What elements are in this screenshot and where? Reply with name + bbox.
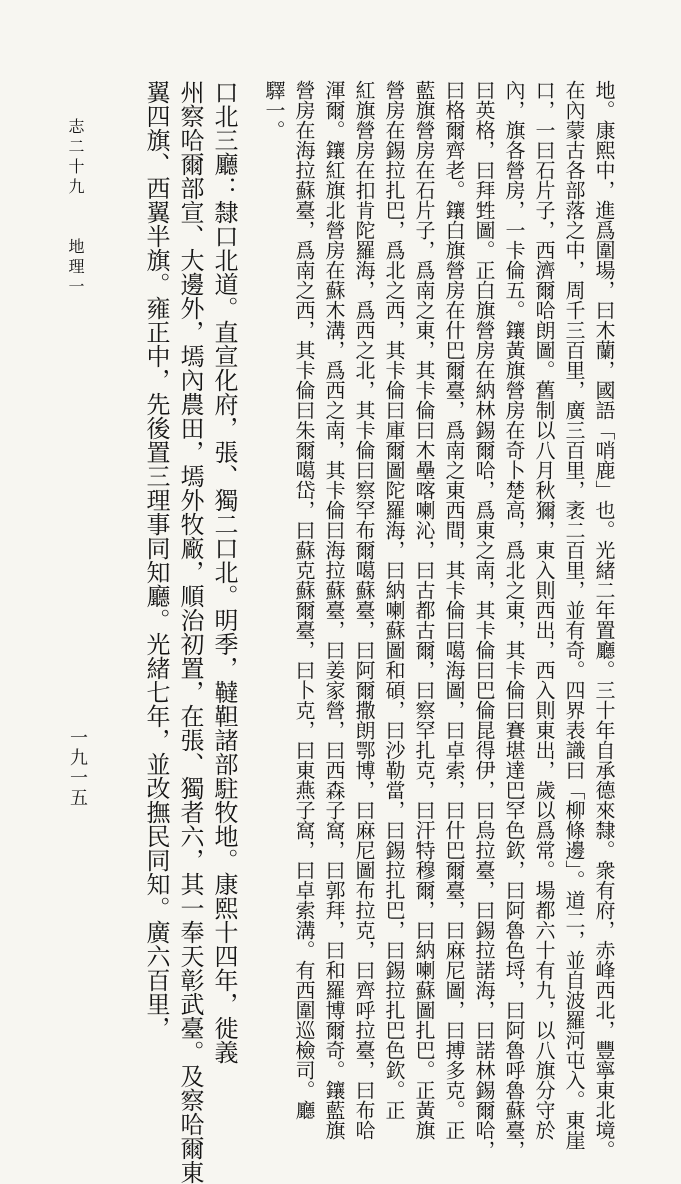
text-column: 地。康熙中，進爲圍場，曰木蘭，國語「哨鹿」也。光緒二年置廳。三十年自承德來隸。衆有府，赤峰西北，豐寧東北境。: [592, 80, 616, 1160]
text-column: 曰格爾齊老。鑲白旗營房在什巴爾臺，爲南之東西間，其卡倫曰噶海圖，曰卓索，曰什巴爾臺，曰麻尼圖，曰搏多克。正: [442, 80, 466, 1140]
text-column: 營房在海拉蘇臺，爲南之西，其卡倫曰朱爾噶岱，曰蘇克蘇爾臺，曰卜克，曰東燕子窩，曰卓索溝。有西圍巡檢司。廳: [292, 80, 316, 1120]
text-column: 口北三廳：隸口北道。直宣化府，張、獨二口北。明季，韃靼諸部駐牧地。康熙十四年，徙義: [210, 80, 238, 1064]
page-number: 一九一五: [67, 728, 88, 808]
text-column: 營房在錫拉扎巴，爲北之西，其卡倫曰庫爾圖陀羅海，曰納喇蘇圖和碩，曰沙勒當，曰錫拉扎巴，曰錫拉扎巴色欽。正: [382, 80, 406, 1120]
section-title: 地理一: [66, 238, 85, 298]
text-column: 藍旗營房在石片子，爲南之東，其卡倫曰木壘喀喇沁，曰古都古爾，曰察罕扎克，曰汗特穆爾，曰納喇蘇圖扎巴。正黃旗: [412, 80, 436, 1140]
text-column: 紅旗營房在扣肯陀羅海，爲西之北，其卡倫曰察罕布爾噶蘇臺，曰阿爾撒朗鄂博，曰麻尼圖布拉克，曰齊呼拉臺，曰布哈: [352, 80, 376, 1140]
text-column: 驛一。: [262, 80, 286, 140]
text-column: 渾爾。鑲紅旗北營房在蘇木溝，爲西之南，其卡倫曰海拉蘇臺，曰姜家營，曰西森子窩，曰郭拜，曰和羅博爾奇。鑲藍旗: [322, 80, 346, 1140]
text-column: 州察哈爾部宣、大邊外，墕內農田，墕外牧廠，順治初置，在張、獨者六，其一奉天彰武臺。及察哈爾東: [176, 80, 204, 1184]
chapter-title: 志二十九: [66, 118, 85, 198]
text-column: 在內蒙古各部落之中，周千三百里，廣三百里，袤二百里，並有奇。四界表識曰「柳條邊」。道二，並自波羅河屯入。東崖: [562, 80, 586, 1150]
text-column: 內，旗各營房，一卡倫五。鑲黃旗營房在奇卜楚高，爲北之東，其卡倫曰賽堪達巴罕色欽，曰阿魯色埒，曰阿魯呼魯蘇臺，: [502, 80, 526, 1160]
text-column: 曰英格，曰拜甡圖。正白旗營房在納林錫爾哈，爲東之南，其卡倫曰巴倫昆得伊，曰烏拉臺，曰錫拉諾海，曰諾林錫爾哈，: [472, 80, 496, 1160]
text-column: 口，一曰石片子，西濟爾哈朗圖。舊制以八月秋獮，東入則西出，西入則東出，歲以爲常。場都六十有九，以八旗分守於: [532, 80, 556, 1140]
text-column: 翼四旗、西翼半旗。雍正中，先後置三理事同知廳。光緒七年，並改撫民同知。廣六百里，: [142, 80, 170, 1040]
